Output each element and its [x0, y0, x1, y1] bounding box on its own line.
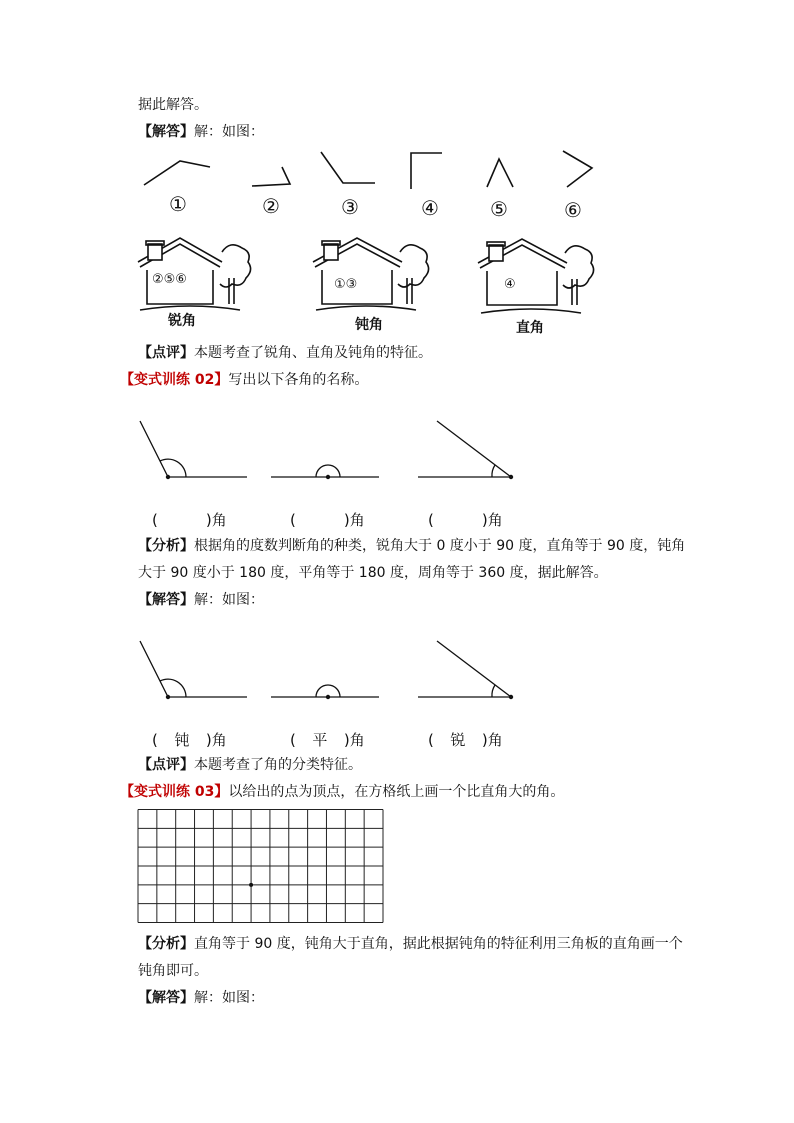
- answer-blank-2: ( 平 )角: [290, 731, 365, 749]
- figure-number-5: ⑤: [490, 197, 508, 221]
- house-1-inner: ②⑤⑥: [152, 272, 187, 287]
- figure-number-4: ④: [421, 196, 439, 220]
- house-2-inner: ①③: [334, 277, 358, 292]
- vertex-point: [249, 883, 253, 887]
- analysis-tag: 【分析】: [138, 538, 194, 554]
- answer-3: [138, 988, 264, 1008]
- answer-text: 解：如图：: [194, 990, 264, 1006]
- house-1-label: 锐角: [168, 313, 196, 329]
- comment-2: [138, 755, 362, 775]
- answer-tag: 【解答】: [138, 990, 194, 1006]
- blank-1[interactable]: ( )角: [152, 511, 227, 529]
- figure-number-6: ⑥: [564, 198, 582, 222]
- answer-tag: 【解答】: [138, 124, 194, 140]
- analysis-tag: 【分析】: [138, 936, 194, 952]
- house-3-inner: ④: [504, 277, 516, 292]
- drill-03-tag: 【变式训练 03】: [120, 784, 229, 800]
- analysis-3: [138, 934, 683, 954]
- analysis-3-line2: 钝角即可。: [138, 963, 208, 979]
- analysis-2-line1: 根据角的度数判断角的种类，锐角大于 0 度小于 90 度，直角等于 90 度，钝角: [194, 538, 686, 554]
- answer-blank-1: ( 钝 )角: [152, 731, 227, 749]
- blank-3[interactable]: ( )角: [428, 511, 503, 529]
- answer-blank-3: ( 锐 )角: [428, 731, 503, 749]
- house-3-label: 直角: [516, 320, 544, 336]
- analysis-2-line2: 大于 90 度小于 180 度，平角等于 180 度，周角等于 360 度，据此解答。: [138, 565, 608, 581]
- figure-number-1: ①: [169, 192, 187, 216]
- drill-03-text: 以给出的点为顶点，在方格纸上画一个比直角大的角。: [228, 784, 565, 800]
- grid-paper[interactable]: [138, 809, 384, 923]
- house-2-label: 钝角: [355, 317, 383, 333]
- answer-tag: 【解答】: [138, 592, 194, 608]
- comment-text: 本题考查了角的分类特征。: [194, 757, 362, 773]
- drill-02-tag: 【变式训练 02】: [120, 372, 229, 388]
- answer-text: 解：如图：: [194, 124, 264, 140]
- comment-tag: 【点评】: [138, 757, 194, 773]
- figure-number-3: ③: [341, 195, 359, 219]
- drill-02-text: 写出以下各角的名称。: [228, 372, 369, 388]
- intro-line: 据此解答。: [138, 97, 208, 113]
- blank-2[interactable]: ( )角: [290, 511, 365, 529]
- comment-tag: 【点评】: [138, 345, 194, 361]
- comment-text: 本题考查了锐角、直角及钝角的特征。: [194, 345, 432, 361]
- drill-03: [120, 782, 564, 802]
- figure-number-2: ②: [262, 194, 280, 218]
- answer-text: 解：如图：: [194, 592, 264, 608]
- analysis-3-line1: 直角等于 90 度，钝角大于直角，据此根据钝角的特征利用三角板的直角画一个: [194, 936, 683, 952]
